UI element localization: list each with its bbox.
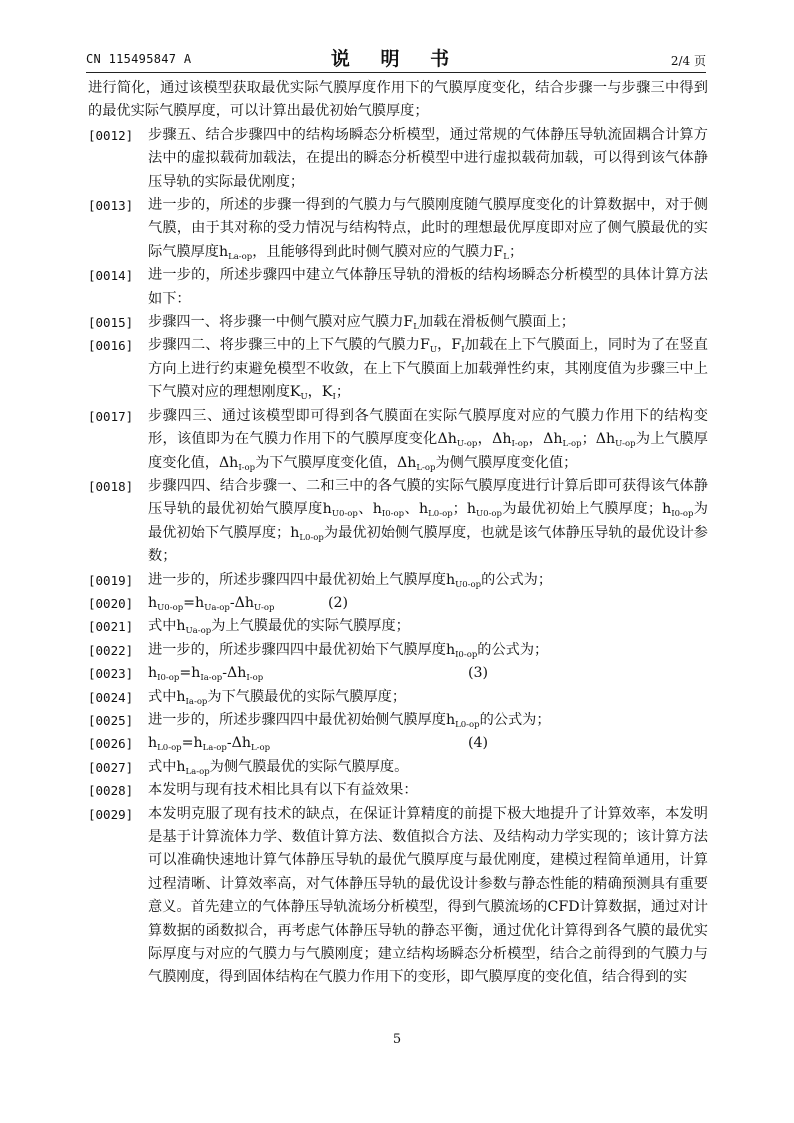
paragraph-number: [0028] xyxy=(88,783,134,799)
page-indicator: 2/4 页 xyxy=(670,54,706,68)
equation-4: $h_{L0-op}=h_{La-op}-\Delta h_{L-op}$ (4) xyxy=(148,732,708,755)
page-body xyxy=(88,77,708,990)
paragraph-text: 步骤五、结合步骤四中的结构场瞬态分析模型，通过常规的气体静压导轨流固耦合计算方法中的虚拟载荷加载法，在提出的瞬态分析模型中进行虚拟载荷加载，可以得到该气体静压导轨的实际最优刚度； xyxy=(148,126,708,190)
paragraph-text: 进一步的，所述步骤四四中最优初始下气膜厚度$h_{I0-op}$的公式为； xyxy=(148,641,549,660)
paragraph-0026 xyxy=(88,732,708,755)
paragraph-number: [0016] xyxy=(88,338,134,354)
paragraph-number: [0012] xyxy=(88,127,134,143)
paragraph-number: [0023] xyxy=(88,666,134,682)
paragraph-number: [0014] xyxy=(88,268,134,284)
paragraph-0027 xyxy=(88,756,708,779)
paragraph-0021 xyxy=(88,615,708,638)
paragraph-0015 xyxy=(88,311,708,334)
paragraph-text: 步骤四三、通过该模型即可得到各气膜面在实际气膜厚度对应的气膜力作用下的结构变形，该值即为在气膜力作用下的气膜厚度变化$\Delta h_{U-op}$，$\Delta h_{I-op}$，$\Delta h_{L-op}$；$\Delta h_{U-op}$为上气膜厚度变化值，$\Delta h_{I-op}$为下气膜厚度变化值，$\Delta h_{L-op}$为侧气膜厚度变化值； xyxy=(148,407,708,473)
paragraph-text: 式中$h_{Ua-op}$为上气膜最优的实际气膜厚度； xyxy=(148,618,410,637)
paragraph-text: 式中$h_{Ia-op}$为下气膜最优的实际气膜厚度； xyxy=(148,688,407,707)
paragraph-0020 xyxy=(88,592,708,615)
paragraph-number: [0015] xyxy=(88,315,134,331)
equation-number: (2) xyxy=(328,594,349,611)
header-rule xyxy=(86,72,706,73)
page-header xyxy=(86,44,706,70)
equation-3: $h_{I0-op}=h_{Ia-op}-\Delta h_{I-op}$ (3) xyxy=(148,662,708,685)
paragraph-number: [0013] xyxy=(88,198,134,214)
paragraph-0013 xyxy=(88,194,708,264)
paragraph-number: [0017] xyxy=(88,408,134,424)
paragraph-number: [0024] xyxy=(88,689,134,705)
paragraph-number: [0029] xyxy=(88,806,134,822)
equation-number: (3) xyxy=(468,665,489,682)
paragraph-text: 进一步的，所述的步骤一得到的气膜力与气膜刚度随气膜厚度变化的计算数据中，对于侧气膜，由于其对称的受力情况与结构特点，此时的理想最优厚度即对应了侧气膜最优的实际气膜厚度$h_{La-op}$，且能够得到此时侧气膜对应的气膜力$F_L$； xyxy=(148,197,708,262)
paragraph-number: [0025] xyxy=(88,712,134,728)
document-number: CN 115495847 A xyxy=(86,52,192,66)
paragraph-number: [0022] xyxy=(88,642,134,658)
paragraph-text: 进一步的，所述步骤四四中最优初始侧气膜厚度$h_{L0-op}$的公式为； xyxy=(148,711,551,730)
paragraph-0023 xyxy=(88,662,708,685)
paragraph-0025 xyxy=(88,709,708,732)
paragraph-number: [0026] xyxy=(88,736,134,752)
paragraph-0024 xyxy=(88,686,708,709)
paragraph-text: 本发明克服了现有技术的缺点，在保证计算精度的前提下极大地提升了计算效率，本发明是基于计算流体力学、数值计算方法、数值拟合方法、及结构动力学实现的；该计算方法可以准确快速地计算气体静压导轨的最优气膜厚度与最优刚度，建模过程简单通用，计算过程清晰、计算效率高，对气体静压导轨的最优设计参数与静态性能的精确预测具有重要意义。首先建立的气体静压导轨流场分析模型，得到气膜流场的CFD计算数据，通过对计算数据的函数拟合，再考虑气体静压导轨的静态平衡，通过优化计算得到各气膜的最优实际厚度与对应的气膜力与气膜刚度；建立结构场瞬态分析模型，结合之前得到的气膜力与气膜刚度，得到固体结构在气膜力作用下的变形，即气膜厚度的变化值，结合得到的实 xyxy=(148,805,708,986)
paragraph-text: 步骤四四、结合步骤一、二和三中的各气膜的实际气膜厚度进行计算后即可获得该气体静压导轨的最优初始气膜厚度$h_{U0-op}$、$h_{I0-op}$、$h_{L0-op}$；$h_{U0-op}$为最优初始上气膜厚度；$h_{I0-op}$为最优初始下气膜厚度；$h_{L0-op}$为最优初始侧气膜厚度，也就是该气体静压导轨的最优设计参数； xyxy=(148,477,708,565)
paragraph-0019 xyxy=(88,569,708,592)
paragraph-0016 xyxy=(88,334,708,404)
paragraph-number: [0019] xyxy=(88,572,134,588)
paragraph-0022 xyxy=(88,639,708,662)
paragraph-0029 xyxy=(88,803,708,990)
paragraph-text: 步骤四二、将步骤三中的上下气膜的气膜力$F_U$，$F_I$加载在上下气膜面上，同时为了在竖直方向上进行约束避免模型不收敛，在上下气膜面上加载弹性约束，其刚度值为步骤三中上下气膜对应的理想刚度$K_U$，$K_I$； xyxy=(148,337,708,403)
paragraph-number: [0020] xyxy=(88,595,134,611)
paragraph-0018 xyxy=(88,475,708,569)
paragraph-number: [0018] xyxy=(88,478,134,494)
paragraph-text: 式中$h_{La-op}$为侧气膜最优的实际气膜厚度。 xyxy=(148,758,409,777)
paragraph-number: [0021] xyxy=(88,619,134,635)
continuation-text: 进行简化，通过该模型获取最优实际气膜厚度作用下的气膜厚度变化，结合步骤一与步骤三中得到的最优实际气膜厚度，可以计算出最优初始气膜厚度； xyxy=(88,80,708,120)
paragraph-text: 进一步的，所述步骤四四中最优初始上气膜厚度$h_{U0-op}$的公式为； xyxy=(148,571,553,590)
paragraph-0014 xyxy=(88,264,708,311)
paragraph-text: 进一步的，所述步骤四中建立气体静压导轨的滑板的结构场瞬态分析模型的具体计算方法如下： xyxy=(148,267,708,307)
paragraph-text: 本发明与现有技术相比具有以下有益效果： xyxy=(148,782,418,799)
paragraph-0012 xyxy=(88,124,708,194)
paragraph-number: [0027] xyxy=(88,759,134,775)
paragraph-text: 步骤四一、将步骤一中侧气膜对应气膜力$F_L$加载在滑板侧气膜面上； xyxy=(148,314,575,333)
equation-number: (4) xyxy=(468,735,489,752)
page-number: 5 xyxy=(392,1032,402,1047)
document-section-title: 说 明 书 xyxy=(330,48,462,70)
equation-2: $h_{U0-op}=h_{Ua-op}-\Delta h_{U-op}$ (2) xyxy=(148,592,708,615)
paragraph-0028 xyxy=(88,779,708,802)
paragraph-0017 xyxy=(88,405,708,475)
